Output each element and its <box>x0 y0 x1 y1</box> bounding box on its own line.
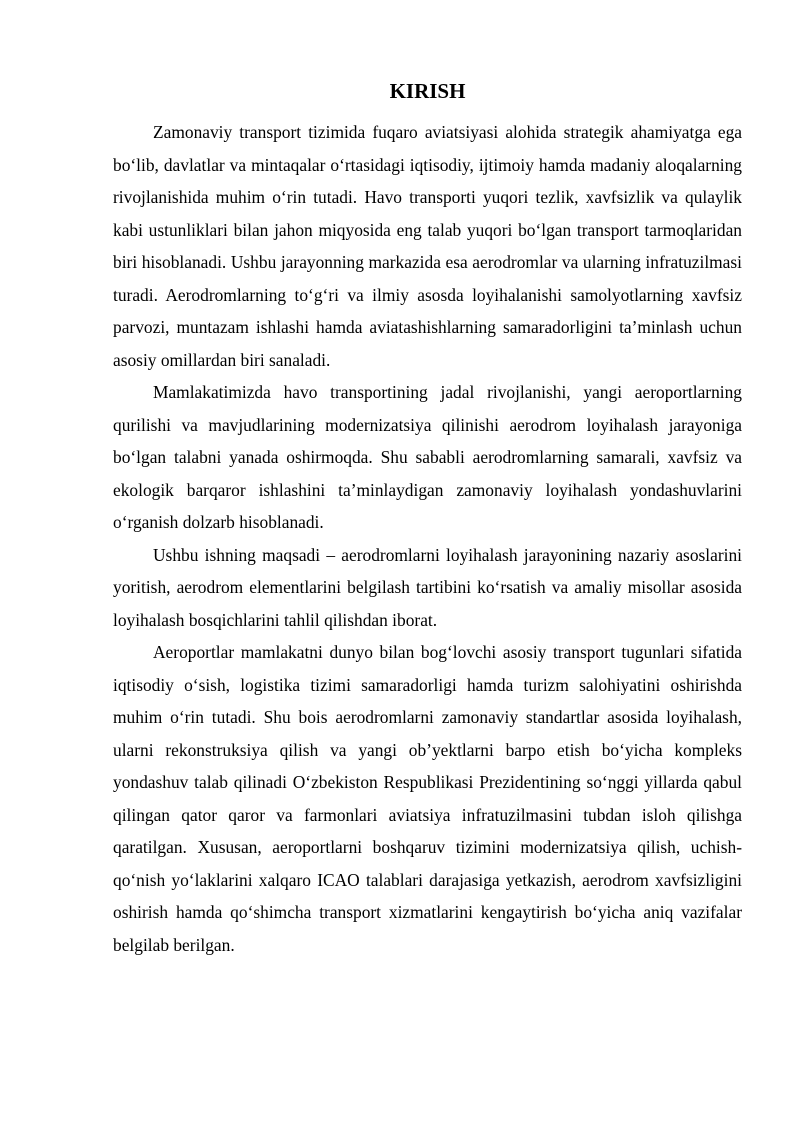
page-title: KIRISH <box>389 79 466 103</box>
document-body <box>113 116 742 961</box>
paragraph-importance: Aeroportlar mamlakatni dunyo bilan bog‘lovchi asosiy transport tugunlari sifatida iqtisodiy o‘sish, logistika tizimi samaradorligi hamda turizm salohiyatini oshirishda muhim o‘rin tutadi. Shu bois aerodromlarni zamonaviy standartlar asosida loyihalash, ularni rekonstruksiya qilish va yangi ob’yektlarni barpo etish bo‘yicha kompleks yondashuv talab qilinadi O‘zbekiston Respublikasi Prezidentining so‘nggi yillarda qabul qilingan qator qaror va farmonlari aviatsiya infratuzilmasini tubdan isloh qilishga qaratilgan. Xususan, aeroportlarni boshqaruv tizimini modernizatsiya qilish, uchish-qo‘nish yo‘laklarini xalqaro ICAO talablari darajasiga yetkazish, aerodrom xavfsizligini oshirish hamda qo‘shimcha transport xizmatlarini kengaytirish bo‘yicha aniq vazifalar belgilab berilgan. <box>113 642 742 955</box>
paragraph-relevance: Mamlakatimizda havo transportining jadal rivojlanishi, yangi aeroportlarning qurilishi va mavjudlarining modernizatsiya qilinishi aerodrom loyihalash jarayoniga bo‘lgan talabni yanada oshirmoqda. Shu sababli aerodromlarning samarali, xavfsiz va ekologik barqaror ishlashini ta’minlaydigan zamonaviy loyihalash yondashuvlarini o‘rganish dolzarb hisoblanadi. <box>113 382 742 532</box>
paragraph-goal: Ushbu ishning maqsadi – aerodromlarni loyihalash jarayonining nazariy asoslarini yoritish, aerodrom elementlarini belgilash tartibini ko‘rsatish va amaliy misollar asosida loyihalash bosqichlarini tahlil qilishdan iborat. <box>113 544 742 630</box>
paragraph-introduction: Zamonaviy transport tizimida fuqaro aviatsiyasi alohida strategik ahamiyatga ega bo‘lib, davlatlar va mintaqalar o‘rtasidagi iqtisodiy, ijtimoiy hamda madaniy aloqalarning rivojlanishida muhim o‘rin tutadi. Havo transporti yuqori tezlik, xavfsizlik va qulaylik kabi ustunliklari bilan jahon miqyosida eng talab yuqori bo‘lgan transport tarmoqlaridan biri hisoblanadi. Ushbu jarayonning markazida esa aerodromlar va ularning infratuzilmasi turadi. Aerodromlarning to‘g‘ri va ilmiy asosda loyihalanishi samolyotlarning xavfsiz parvozi, muntazam ishlashi hamda aviatashishlarning samaradorligini ta’minlash uchun asosiy omillardan biri sanaladi. <box>113 122 742 370</box>
